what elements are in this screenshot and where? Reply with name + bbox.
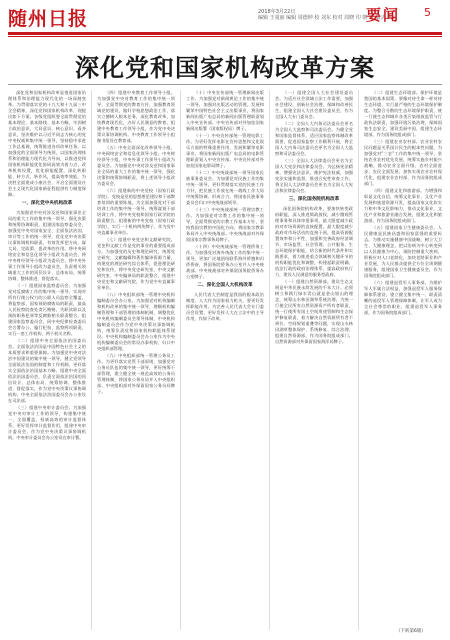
- paragraph: （十二）中央统战部统一领导国家民族事务委员会。为加强党对民族工作的集中统一领导，更好贯彻落实党的民族工作方针，把民族工作放在统一战线工作大局中统筹协调、形成合力，将国家民族事务委员会归口中央统战部领导。: [186, 170, 264, 205]
- paragraph: （五）中央全面深化改革领导小组、中央网络安全和信息化领导小组、中央财经领导小组、中央外事工作领导小组改为委员会。为加强党中央对涉及党和国家事业全局的重大工作的集中统一领导，强化决策和统筹协调职责，将上述领导小组改为委员会。: [97, 145, 175, 186]
- paragraph: （一）组建国家监察委员会。为加强党对反腐败工作的集中统一领导，实现对所有行使公权力的公职人员监察全覆盖，将监察部、国家预防腐败局的职责，最高人民检察院查处贪污贿赂、失职渎职以及预防职务犯罪等反腐败相关职责整合，组建国家监察委员会，同中央纪律检查委员会合署办公，履行纪检、监察两项职责，实行一套工作机构、两个机关名称。: [8, 283, 86, 336]
- paragraph: （四）组建文化和旅游部。为增强和彰显文化自信，统筹文化事业、文化产业发展和旅游资源开发，提高国家文化软实力和中华文化影响力，推动文化事业、文化产业和旅游业融合发展，组建文化和旅游部，作为国务院组成部门。: [364, 188, 442, 223]
- column-divider: [358, 90, 359, 630]
- column-2: [97, 90, 175, 630]
- column-divider: [180, 90, 181, 630]
- paragraph: （七）组建中央党史和文献研究院。党史和文献工作是党的事业的重要组成部分。为加强党的历史和理论研究，统筹党史研究、文献编辑和著作编译资源力量，构建党的理论研究综合体系，促进理论研究和宣传，将中央党史研究室、中央文献研究室、中央编译局的职责整合，组建中央党史和文献研究院，作为党中央直属事业单位。: [97, 237, 175, 290]
- newspaper-logo: 随州日报: [8, 8, 89, 30]
- paragraph: （十三）中央统战部统一管理宗教工作。为加强党对宗教工作的集中统一领导，全面贯彻党的宗教工作基本方针，坚持我国宗教的中国化方向，将国家宗教事务局并入中央统战部。中央统战部对外保留国家宗教事务局牌子。: [186, 207, 264, 242]
- masthead-thin-rule: [8, 36, 442, 37]
- column-divider: [91, 90, 92, 630]
- column-1: [8, 90, 86, 630]
- paragraph: （十一）中央宣传部统一管理电影工作。为更好发挥电影在宣传思想和文化娱乐方面的特殊重要作用，发展和繁荣电影事业，将国家新闻出版广电总局的电影管理职责划入中央宣传部。中央宣传部对外加挂国家电影局牌子。: [186, 133, 264, 168]
- paragraph: （四）组建中央教育工作领导小组。为加强党中央对教育工作的集中统一领导，全面贯彻党的教育方针，加强教育领域党的建设，做好学校思想政治工作，落实立德树人根本任务，深化教育改革，加快教育现代化，办好人民满意的教育，组建中央教育工作领导小组，作为党中央决策议事协调机构。中央教育工作领导小组秘书组设在教育部。: [97, 90, 175, 143]
- paragraph: （三）全国人大法律委员会更名为全国人大宪法和法律委员会。为弘扬宪法精神，增强宪法意识，维护宪法权威，加强宪法实施和监督，推进合宪性审查工作，将全国人大法律委员会更名为全国人大宪法和法律委员会。: [275, 158, 353, 193]
- paragraph: （九）中央组织部统一管理公务员工作。为更好落实党管干部原则，加强党对公务员队伍的集中统一领导，更好统筹干部管理，建立健全统一规范高效的公务员管理体制，将国家公务员局并入中央组织部。中央组织部对外保留国家公务员局牌子。: [97, 353, 175, 394]
- paragraph: （三）组建农业农村部。农业农村农民问题是关系国计民生的根本性问题。为加强党对“三农”工作的集中统一领导，坚持农业农村优先发展，统筹实施乡村振兴战略，推动农业全面升级、农村全面进步、农民全面发展，加快实现农业农村现代化，组建农业农村部，作为国务院组成部门。: [364, 139, 442, 186]
- paragraph: （八）中央组织部统一管理中央机构编制委员会办公室。为加强党对机构编制和机构改革的集中统一领导，理顺机构编制管理和干部管理的体制机制，调整优化中央机构编制委员会领导体制，中央机构编制委员会作为党中央决策议事协调机构，统筹负责党和国家机构职能体系建设。中央机构编制委员会办公室作为中央机构编制委员会的常设办事机构，归口中央组织部管理。: [97, 292, 175, 351]
- column-4: [275, 90, 353, 630]
- column-divider: [269, 90, 270, 630]
- column-3: [186, 90, 264, 630]
- paragraph: 为加强党中央对涉及党和国家事业全局的重大工作的集中统一领导，强化决策和统筹协调职责，组建国家监察委员会，加强党中央对国家安全、全面依法治国、审计等工作的统一领导，优化党中央决策议事协调机构职责，有效发挥把方向、谋大局、定政策、促改革的作用。将中央网络安全和信息化领导小组改为委员会，将中央财经领导小组改为委员会，将中央外事工作领导小组改为委员会，负责相关领域重大工作的顶层设计、总体布局、统筹协调、整体推进、督促落实。: [8, 210, 86, 281]
- paragraph: （二）组建中央全面依法治国委员会。全面依法治国是中国特色社会主义的本质要求和重要保障。为加强党中央对法治中国建设的集中统一领导，健全党领导全面依法治国的制度和工作机制，更好落实全面依法治国基本方略，组建中央全面依法治国委员会，负责全面依法治国的顶层设计、总体布局、统筹协调、整体推进、督促落实，作为党中央决策议事协调机构。中央全面依法治国委员会办公室设在司法部。: [8, 338, 86, 403]
- paragraph: （二）全国人大内务司法委员会更名为全国人大监察和司法委员会。为健全党和国家监督体系，适应国家监察体制改革需要，促进国家监察工作顺利开展，将全国人大内务司法委员会更名为全国人大监察和司法委员会。: [275, 121, 353, 156]
- paragraph: 深化党和国家机构改革是推进国家治理体系和治理能力现代化的一场深刻变革。为贯彻落实党的十九大和十九届三中全会精神，深化党和国家机构改革，现提出如下方案。各级党组织要全面贯彻党的基本理论、基本路线、基本方略，牢固树立政治意识、大局意识、核心意识、看齐意识，坚决维护以习近平同志为核心的党中央权威和集中统一领导，坚持稳中求进工作总基调，统筹推进各项改革任务。以加强党的全面领导为统领，以国家治理体系和治理能力现代化为导向，以推进党和国家机构职能优化协同高效为着力点，改革机构设置，优化职能配置，深化转职能、转方式、转作风，提高效率效能，为决胜全面建成小康社会、开启全面建设社会主义现代化国家新征程提供有力制度保障。: [8, 90, 86, 197]
- article-body: [8, 90, 442, 630]
- section-subheading: 一、深化党中央机构改革: [21, 201, 73, 206]
- section-subheading: 三、深化国务院机构改革: [288, 197, 340, 202]
- column-5: [364, 90, 442, 630]
- section-title: 要闻: [366, 6, 401, 24]
- issue-date: 2018年3月22日: [258, 9, 296, 15]
- paragraph: （十）中央宣传部统一管理新闻出版工作。为加强党对新闻舆论工作的集中统一领导，加强对出版活动的管理，发展和繁荣中国特色社会主义出版事业，将国家新闻出版广电总局的新闻出版管理职责划入中央宣传部。中央宣传部对外加挂国家新闻出版署（国家版权局）牌子。: [186, 90, 264, 131]
- editor-credits: 编辑 王曼丽 编辑 周德坤 校 刘东 校对 周晓 印 朝 审 版式 洪: [258, 15, 393, 21]
- headline-divider: [8, 84, 442, 85]
- paragraph: （十四）中央统战部统一管理侨务工作。为加强党对海外统战工作的集中统一领导，更加广泛地团结联系海外侨胞和归侨侨眷，将国务院侨务办公室并入中央统战部。中央统战部对外保留国务院侨务办公室牌子。: [186, 244, 264, 279]
- paragraph: （六）组建新的中央党校（国家行政学院）。党校是党的思想理论建设和干部教育培训的重要阵地。为全面加强党对干部培训工作的集中统一领导，统筹谋划干部培训工作，将中央党校和国家行政学院的职责整合，组建新的中央党校（国家行政学院），实行一个机构两块牌子，作为党中央直属事业单位。: [97, 188, 175, 235]
- paragraph: 深化国务院机构改革，要加快转变政府职能，深入推进简政放权，减少微观管理事务和具体审批事项，最大限度减少政府对市场资源的直接配置，最大限度减少政府对市场活动的直接干预，提高资源配置效率和公平性，加强和完善政府经济调节、市场监管、社会管理、公共服务、生态环境保护职能，结合新的时代条件和实践要求，着力推进重点领域和关键环节的机构职能优化和调整，构建起职责明确、依法行政的政府治理体系，提高政府执行力，建设人民满意的服务型政府。: [275, 206, 353, 277]
- section-subheading: 二、深化全国人大机构改革: [197, 283, 253, 288]
- paragraph: （五）组建国家卫生健康委员会。人民健康是民族昌盛和国家富强的重要标志。为推动实施健康中国战略，树立大卫生、大健康理念，把以治病为中心转变到以人民健康为中心，预防控制重大疾病，积极应对人口老龄化，加快老龄事业和产业发展，为人民群众提供全方位全周期健康服务，组建国家卫生健康委员会，作为国务院组成部门。: [364, 225, 442, 278]
- paragraph: （三）组建中央审计委员会。为加强党中央对审计工作的领导，构建集中统一、全面覆盖、权威高效的审计监督体系，更好发挥审计监督作用，组建中央审计委员会，作为党中央决策议事协调机构。中央审计委员会办公室设在审计署。: [8, 405, 86, 440]
- paragraph: （六）组建退役军人事务部。为维护军人军属合法权益，加强退役军人服务保障体系建设，建立健全集中统一、职责清晰的退役军人管理保障体制，让军人成为全社会尊崇的职业，组建退役军人事务部，作为国务院组成部门。: [364, 280, 442, 315]
- masthead-rule: [8, 32, 442, 35]
- paragraph: 人民代表大会制度是我国的根本政治制度。人大作为国家权力机关，要更好发挥职能作用。为完善人民代表大会专门委员会设置，更好发挥人大在立法中的主导作用，作如下改革。: [186, 292, 264, 321]
- paragraph: （一）组建自然资源部。建设生态文明是中华民族永续发展的千年大计。必须树立和践行绿水青山就是金山银山的理念，统筹山水林田湖草系统治理。为统一行使全民所有自然资源资产所有者职责，统一行使所有国土空间用途管制和生态保护修复职责，着力解决自然资源所有者不到位、空间规划重叠等问题，实现山水林田湖草整体保护、系统修复、综合治理，组建自然资源部，作为国务院组成部门。自然资源部对外保留国家海洋局牌子。: [275, 279, 353, 344]
- masthead: [0, 0, 450, 40]
- continued-note: （下转第6版）: [396, 629, 426, 634]
- paragraph: （一）组建全国人大社会建设委员会。为适应社会领域立法工作需要，加强社会建设，创新社会治理，保障和改善民生，组建全国人大社会建设委员会，作为全国人大专门委员会。: [275, 90, 353, 119]
- paragraph: （二）组建生态环境部。保护环境是我国的基本国策，要像对待生命一样对待生态环境，实行最严格的生态环境保护制度。为整合分散的生态环境保护职责，统一行使生态和城乡各类污染排放监管与行政执法职责，加强环境污染治理，保障国家生态安全，建设美丽中国，组建生态环境部，作为国务院组成部门。: [364, 90, 442, 137]
- article-headline: 深化党和国家机构改革方案: [75, 54, 375, 82]
- page-number: 5: [424, 6, 431, 19]
